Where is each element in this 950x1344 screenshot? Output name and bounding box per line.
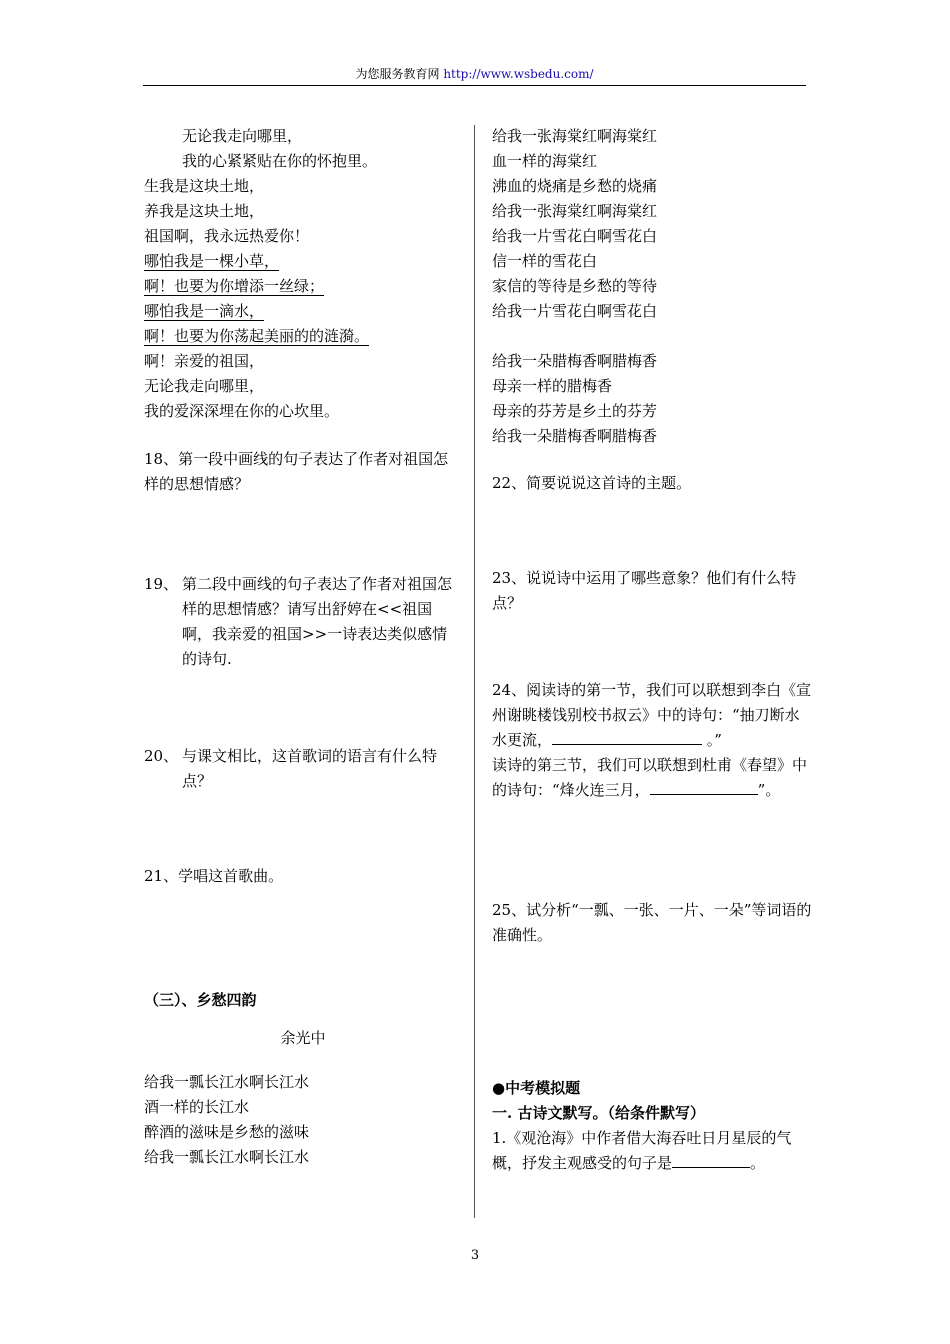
question-number: 19、 [144,575,179,593]
poem-line: 生我是这块土地， [144,177,265,195]
poem-line: 醉酒的滋味是乡愁的滋味 [144,1123,310,1141]
poem-author: 余光中 [280,1029,326,1047]
question-25: 25、试分析“一瓢、一张、一片、一朵”等词语的准确性。 [492,901,812,944]
poem-line: 给我一朵腊梅香啊腊梅香 [492,427,658,445]
poem-line: 沸血的烧痛是乡愁的烧痛 [492,177,658,195]
question-19 [144,572,462,672]
poem-line: 给我一朵腊梅香啊腊梅香 [492,352,658,370]
question-text: 。 [750,1154,766,1172]
page-header [143,66,806,82]
poem-line: 无论我走向哪里， [144,377,265,395]
left-column [144,124,462,1170]
poem-line: 啊！亲爱的祖国， [144,352,265,370]
poem-line: 家信的等待是乡愁的等待 [492,277,658,295]
question-20 [144,744,462,794]
question-1 [492,1126,812,1176]
right-column [492,124,812,1176]
question-text: 1.《观沧海》中作者借大海吞吐日月星辰的气概，抒发主观感受的句子是 [492,1129,792,1172]
section-title: （三）、乡愁四韵 [144,991,257,1009]
poem-line: 祖国啊，我永远热爱你！ [144,227,310,245]
poem-line: 养我是这块土地， [144,202,265,220]
poem-line: 母亲的芬芳是乡土的芬芳 [492,402,658,420]
answer-blank[interactable] [552,728,702,745]
poem-line: 我的爱深深埋在你的心坎里。 [144,402,340,420]
poem-line: 给我一张海棠红啊海棠红 [492,127,658,145]
poem-line: 信一样的雪花白 [492,252,598,270]
answer-blank[interactable] [650,778,758,795]
question-21: 21、学唱这首歌曲。 [144,867,284,885]
mock-exam-title: ●中考模拟题 [492,1079,581,1097]
poem-line: 酒一样的长江水 [144,1098,250,1116]
column-divider [474,125,475,1218]
question-text: 。” [706,731,722,749]
poem-line: 我的心紧紧贴在你的怀抱里。 [182,152,378,170]
poem-line: 母亲一样的腊梅香 [492,377,613,395]
poem-line: 给我一片雪花白啊雪花白 [492,302,658,320]
underlined-poem-line: 啊！也要为你荡起美丽的的涟漪。 [144,327,370,345]
header-site-name: 为您服务教育网 [355,67,440,81]
poem-line: 给我一张海棠红啊海棠红 [492,202,658,220]
underlined-poem-line: 啊！也要为你增添一丝绿； [144,277,325,295]
question-text: 第二段中画线的句子表达了作者对祖国怎样的思想情感？请写出舒婷在<<祖国啊，我亲爱的祖国>>一诗表达类似感情的诗句. [182,575,453,668]
poem-line: 给我一瓢长江水啊长江水 [144,1073,310,1091]
question-18: 18、第一段中画线的句子表达了作者对祖国怎样的思想情感？ [144,450,449,493]
header-url-link[interactable]: http://www.wsbedu.com/ [443,67,594,81]
question-24 [492,678,812,803]
underlined-poem-line: 哪怕我是一滴水， [144,302,265,320]
question-number: 20、 [144,747,179,765]
page-number: 3 [470,1248,480,1263]
question-23: 23、说说诗中运用了哪些意象？他们有什么特点？ [492,569,797,612]
question-text: 24、阅读诗的第一节，我们可以联想到李白《宣州谢眺楼饯别校书叔云》中的诗句：“抽刀断水水更流， [492,681,812,749]
underlined-poem-line: 哪怕我是一棵小草， [144,252,280,270]
question-text: ”。 [757,781,781,799]
poem-line: 给我一瓢长江水啊长江水 [144,1148,310,1166]
poem-line: 无论我走向哪里， [182,127,303,145]
header-rule [143,85,806,86]
question-22: 22、简要说说这首诗的主题。 [492,474,692,492]
answer-blank[interactable] [672,1151,750,1168]
poem-line: 给我一片雪花白啊雪花白 [492,227,658,245]
section-title: 一. 古诗文默写。（给条件默写） [492,1104,705,1122]
question-text: 读诗的第三节，我们可以联想到杜甫《春望》中的诗句：“烽火连三月， [492,756,808,799]
poem-line: 血一样的海棠红 [492,152,598,170]
question-text: 与课文相比，这首歌词的语言有什么特点？ [182,747,438,790]
